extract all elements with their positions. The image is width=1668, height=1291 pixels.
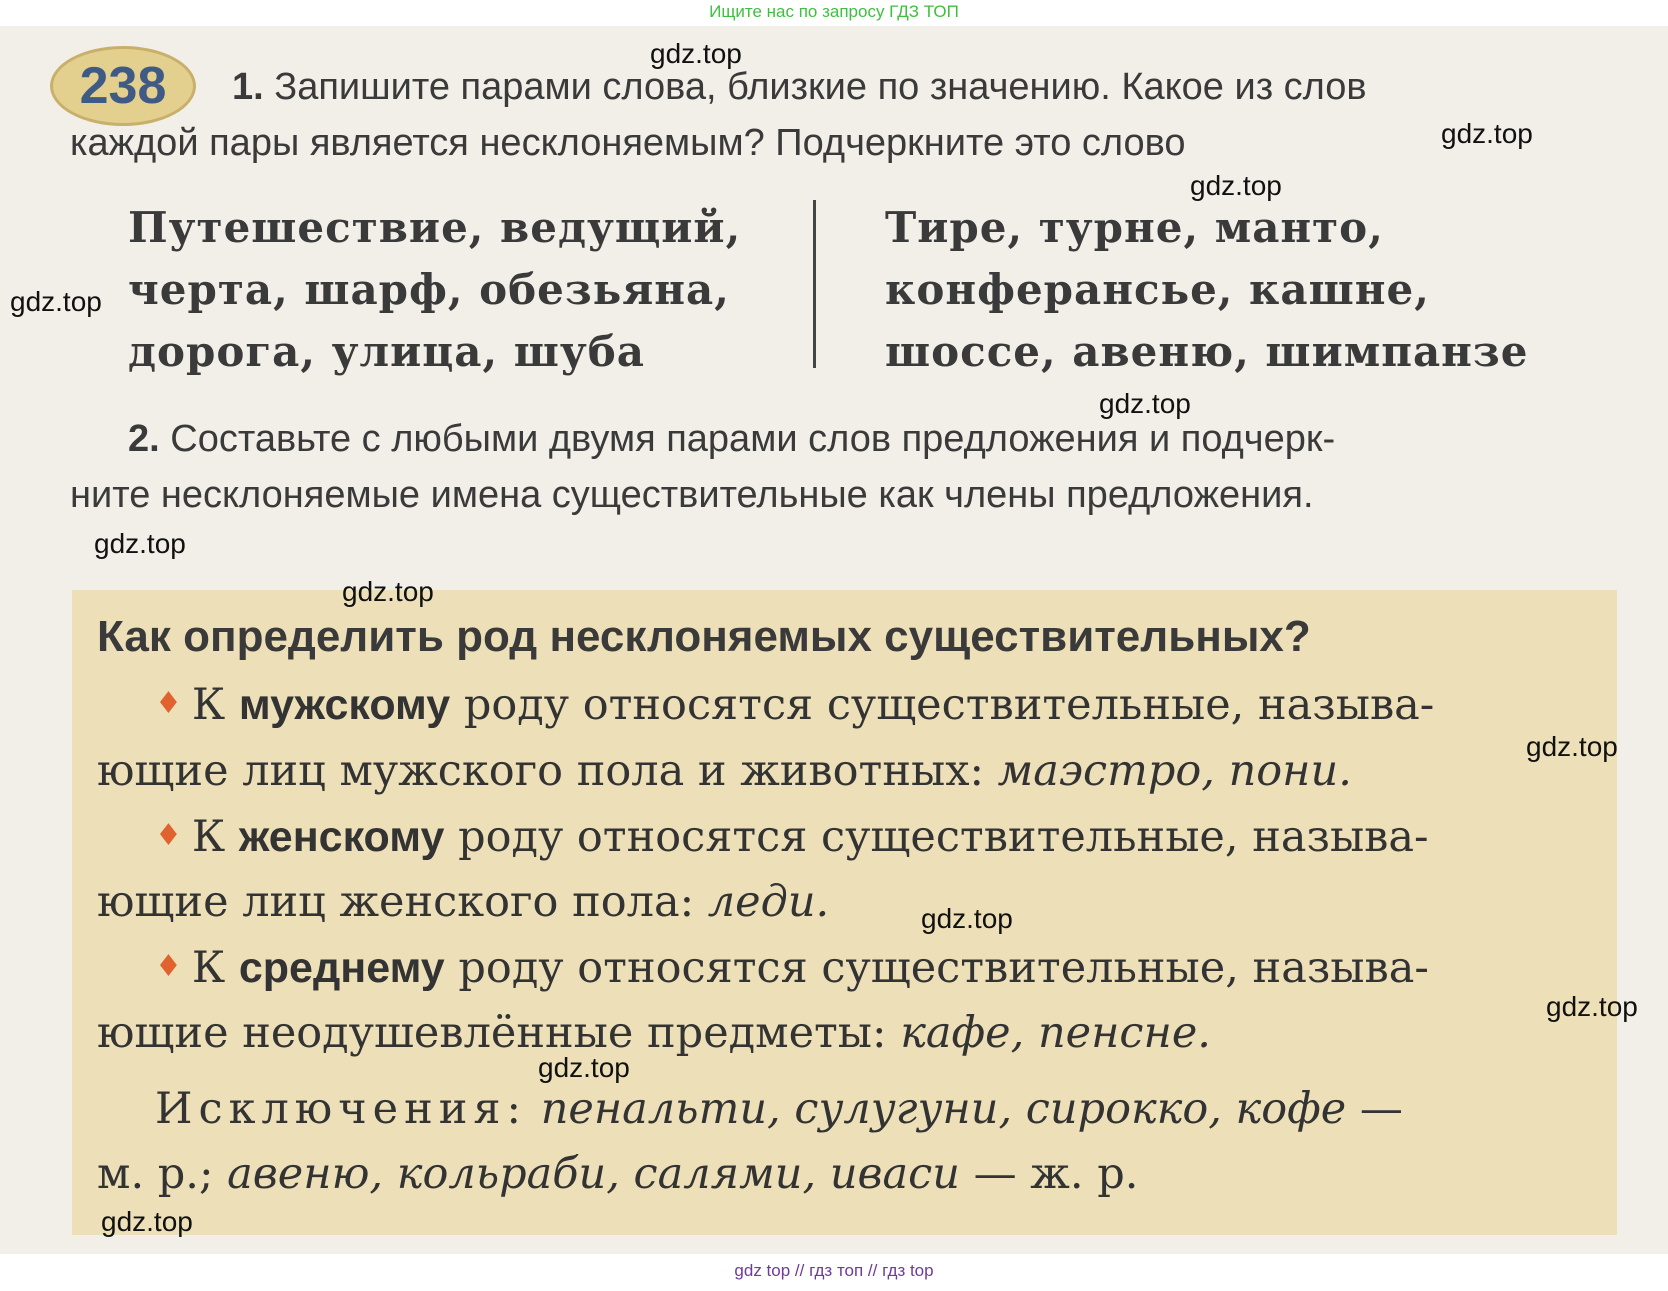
watermark: gdz.top — [10, 286, 102, 317]
rule-fem-examples: леди. — [707, 877, 830, 927]
rule-neut-line1 — [155, 943, 1429, 993]
rule-neut-text2: ющие неодушевлённые предметы: — [97, 1008, 887, 1058]
rule-fem-line2 — [97, 877, 829, 927]
rule-fem-line1 — [155, 812, 1429, 862]
watermark: gdz.top — [1546, 991, 1638, 1022]
task2-text-1: Составьте с любыми двумя парами слов предложения и подчерк- — [170, 418, 1336, 460]
watermark: gdz.top — [1190, 170, 1282, 201]
rule-neut-prefix: К — [191, 943, 226, 993]
watermark: gdz.top — [342, 576, 434, 607]
rule-exceptions-line2 — [97, 1149, 1138, 1199]
diamond-bullet-icon: ♦ — [155, 686, 182, 721]
rule-neut-keyword: среднему — [238, 944, 445, 992]
task2-number: 2. — [128, 418, 160, 460]
watermark: gdz.top — [94, 528, 186, 559]
exceptions-masc-abbr: м. р.; — [97, 1149, 214, 1199]
task2-line2: ните несклоняемые имена существительные как члены предложения. — [70, 474, 1314, 516]
exceptions-dash-2: — — [973, 1149, 1017, 1199]
rule-neut-rest: роду относятся существительные, называ- — [458, 943, 1429, 993]
right-word-column — [885, 197, 1528, 383]
exercise-number: 238 — [79, 57, 167, 115]
right-words-line: конферансье, кашне, — [885, 265, 1430, 314]
rule-neut-line2 — [97, 1008, 1211, 1058]
watermark: gdz.top — [1526, 731, 1618, 762]
rule-title: Как определить род несклоняемых существительных? — [97, 612, 1311, 661]
left-word-column — [128, 197, 741, 383]
left-words-line: черта, шарф, обезьяна, — [128, 265, 730, 314]
watermark: gdz.top — [921, 903, 1013, 934]
left-words-line: дорога, улица, шуба — [128, 327, 645, 376]
rule-neut-examples: кафе, пенсне. — [900, 1008, 1211, 1058]
left-words-line: Путешествие, ведущий, — [128, 203, 742, 252]
rule-fem-prefix: К — [191, 812, 226, 862]
task1-line2: каждой пары является несклоняемым? Подчеркните это слово — [70, 122, 1186, 164]
rule-masc-text2: ющие лиц мужского пола и животных: — [97, 746, 984, 796]
exceptions-label: Исключения: — [155, 1084, 528, 1134]
exceptions-masc-words: пенальти, сулугуни, сирокко, кофе — [540, 1084, 1347, 1134]
task1-line1 — [232, 66, 1367, 109]
rule-masc-prefix: К — [191, 680, 226, 730]
exceptions-fem-words: авеню, кольраби, салями, иваси — [227, 1149, 960, 1199]
rule-fem-text2: ющие лиц женского пола: — [97, 877, 695, 927]
watermark: gdz.top — [1441, 118, 1533, 149]
watermark: gdz.top — [538, 1052, 630, 1083]
exceptions-fem-abbr: ж. р. — [1030, 1149, 1139, 1199]
watermark: gdz.top — [650, 38, 742, 69]
task1-number: 1. — [232, 66, 264, 108]
diamond-bullet-icon: ♦ — [155, 949, 182, 984]
rule-masc-rest: роду относятся существительные, называ- — [463, 680, 1435, 730]
task2-line1 — [128, 418, 1335, 461]
rule-masc-line1 — [155, 680, 1434, 730]
top-banner: Ищите нас по запросу ГДЗ ТОП — [709, 2, 959, 21]
footer-links: gdz top // гдз топ // гдз top — [734, 1261, 934, 1280]
rule-masc-examples: маэстро, пони. — [997, 746, 1352, 796]
rule-masc-line2 — [97, 746, 1352, 796]
rule-fem-rest: роду относятся существительные, называ- — [458, 812, 1429, 862]
rule-exceptions-line1 — [155, 1084, 1403, 1134]
diamond-bullet-icon: ♦ — [155, 818, 182, 853]
exercise-number-badge — [50, 46, 196, 126]
rule-masc-keyword: мужскому — [238, 681, 451, 729]
right-words-line: Тире, турне, манто, — [885, 203, 1384, 252]
right-words-line: шоссе, авеню, шимпанзе — [885, 327, 1529, 376]
rule-fem-keyword: женскому — [238, 813, 445, 861]
watermark: gdz.top — [1099, 388, 1191, 419]
watermark: gdz.top — [101, 1206, 193, 1237]
exceptions-dash-1: — — [1359, 1084, 1403, 1134]
column-divider — [813, 200, 816, 368]
task1-text-1: Запишите парами слова, близкие по значению. Какое из слов — [274, 66, 1367, 108]
